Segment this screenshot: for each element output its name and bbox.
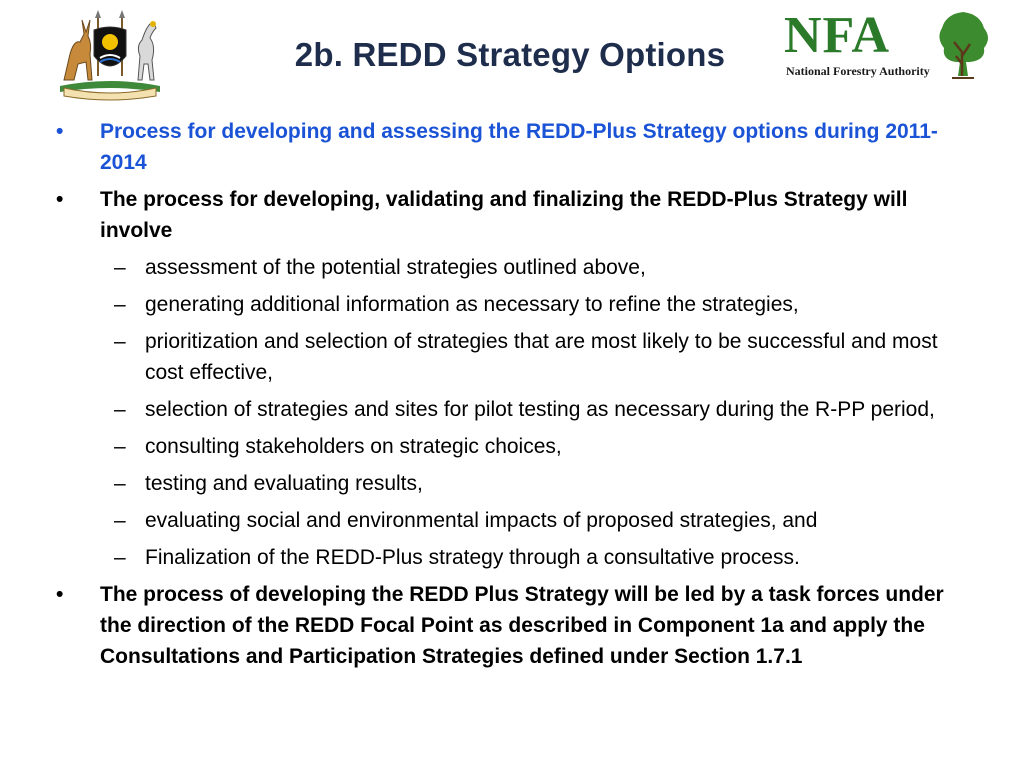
sub-item-text: evaluating social and environmental impacts of proposed strategies, and [145, 509, 818, 532]
bullet-text: The process of developing the REDD Plus Strategy will be led by a task forces under the direction of the REDD Focal Point as described in Component 1a and apply the Consultations and Participation Strategies defined under Section 1.7.1 [100, 583, 944, 668]
nfa-logo [784, 7, 994, 82]
nfa-logo-letters: NFA [784, 7, 891, 64]
sub-item [56, 431, 966, 462]
slide-content [56, 116, 966, 672]
dash-marker: – [114, 546, 126, 569]
sub-item [56, 252, 966, 283]
dash-marker: – [114, 509, 126, 532]
dash-marker: – [114, 330, 126, 353]
bullet-text: The process for developing, validating and finalizing the REDD-Plus Strategy will involve [100, 188, 908, 242]
tree-icon [934, 8, 992, 80]
dash-marker: – [114, 293, 126, 316]
bullet-item-1 [56, 116, 966, 178]
dash-marker: – [114, 435, 126, 458]
nfa-tree-logo [934, 8, 992, 80]
sub-item-text: Finalization of the REDD-Plus strategy through a consultative process. [145, 546, 800, 569]
sub-item-text: generating additional information as necessary to refine the strategies, [145, 293, 799, 316]
sub-item-text: assessment of the potential strategies outlined above, [145, 256, 646, 279]
bullet-marker: • [56, 583, 64, 606]
dash-marker: – [114, 256, 126, 279]
bullet-text: Process for developing and assessing the REDD-Plus Strategy options during 2011-2014 [100, 120, 938, 174]
slide-title: 2b. REDD Strategy Options [294, 36, 726, 73]
sub-item-text: selection of strategies and sites for pilot testing as necessary during the R-PP period, [145, 398, 935, 421]
dash-marker: – [114, 398, 126, 421]
dash-marker: – [114, 472, 126, 495]
bullet-marker: • [56, 188, 64, 211]
sub-list [56, 252, 966, 573]
sub-item-text: consulting stakeholders on strategic choices, [145, 435, 562, 458]
sub-item [56, 326, 966, 388]
sub-item [56, 542, 966, 573]
sub-item [56, 505, 966, 536]
bullet-marker: • [56, 120, 64, 143]
bullet-item-2 [56, 184, 966, 246]
sub-item-text: prioritization and selection of strategies that are most likely to be successful and most cost effective, [145, 330, 938, 384]
sub-item [56, 289, 966, 320]
sub-item-text: testing and evaluating results, [145, 472, 423, 495]
coat-of-arms-logo [50, 6, 170, 102]
sub-item [56, 468, 966, 499]
bullet-item-3 [56, 579, 966, 672]
sub-item [56, 394, 966, 425]
nfa-logo-subtitle: National Forestry Authority [786, 64, 930, 78]
uganda-coat-of-arms-icon [50, 6, 170, 102]
